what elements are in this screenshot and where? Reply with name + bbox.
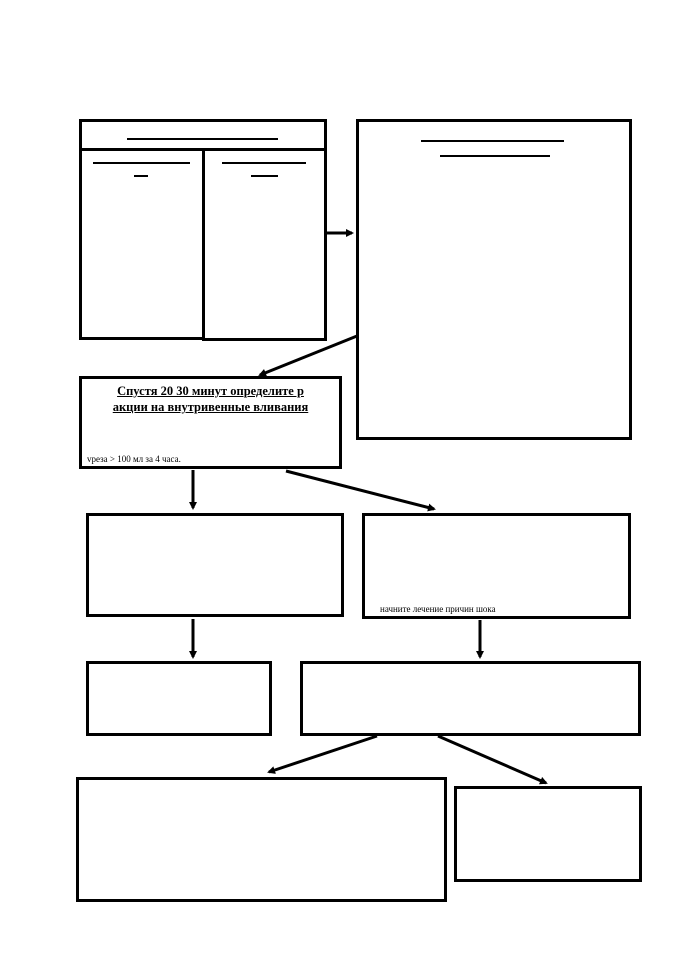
arrow-to-middle-right: [286, 471, 434, 509]
top-right-line-1: [421, 140, 564, 142]
top-left-header-line: [127, 138, 278, 140]
lower-left-box: [86, 661, 272, 736]
arrow-to-bottom-left: [269, 736, 377, 772]
top-right-line-2: [440, 155, 550, 157]
middle-left-box: [86, 513, 344, 617]
column-a-line-1: [93, 162, 190, 164]
bottom-left-box: [76, 777, 447, 902]
reaction-title-line-1: Спустя 20 30 минут определите р: [117, 384, 304, 398]
arrow-to-reaction: [260, 336, 357, 375]
lower-right-box: [300, 661, 641, 736]
column-b-line-1: [222, 162, 306, 164]
column-a-line-2: [134, 175, 148, 177]
top-right-box: [356, 119, 632, 440]
reaction-title-line-2: акции на внутривенные вливания: [112, 400, 309, 414]
arrow-to-bottom-right: [438, 736, 546, 783]
reaction-note: vpеза > 100 мл за 4 часа.: [87, 454, 181, 464]
shock-cause-note: начните лечение причин шока: [380, 604, 496, 614]
bottom-right-box: [454, 786, 642, 882]
column-b-line-2: [251, 175, 278, 177]
top-left-header-box: [79, 119, 327, 151]
